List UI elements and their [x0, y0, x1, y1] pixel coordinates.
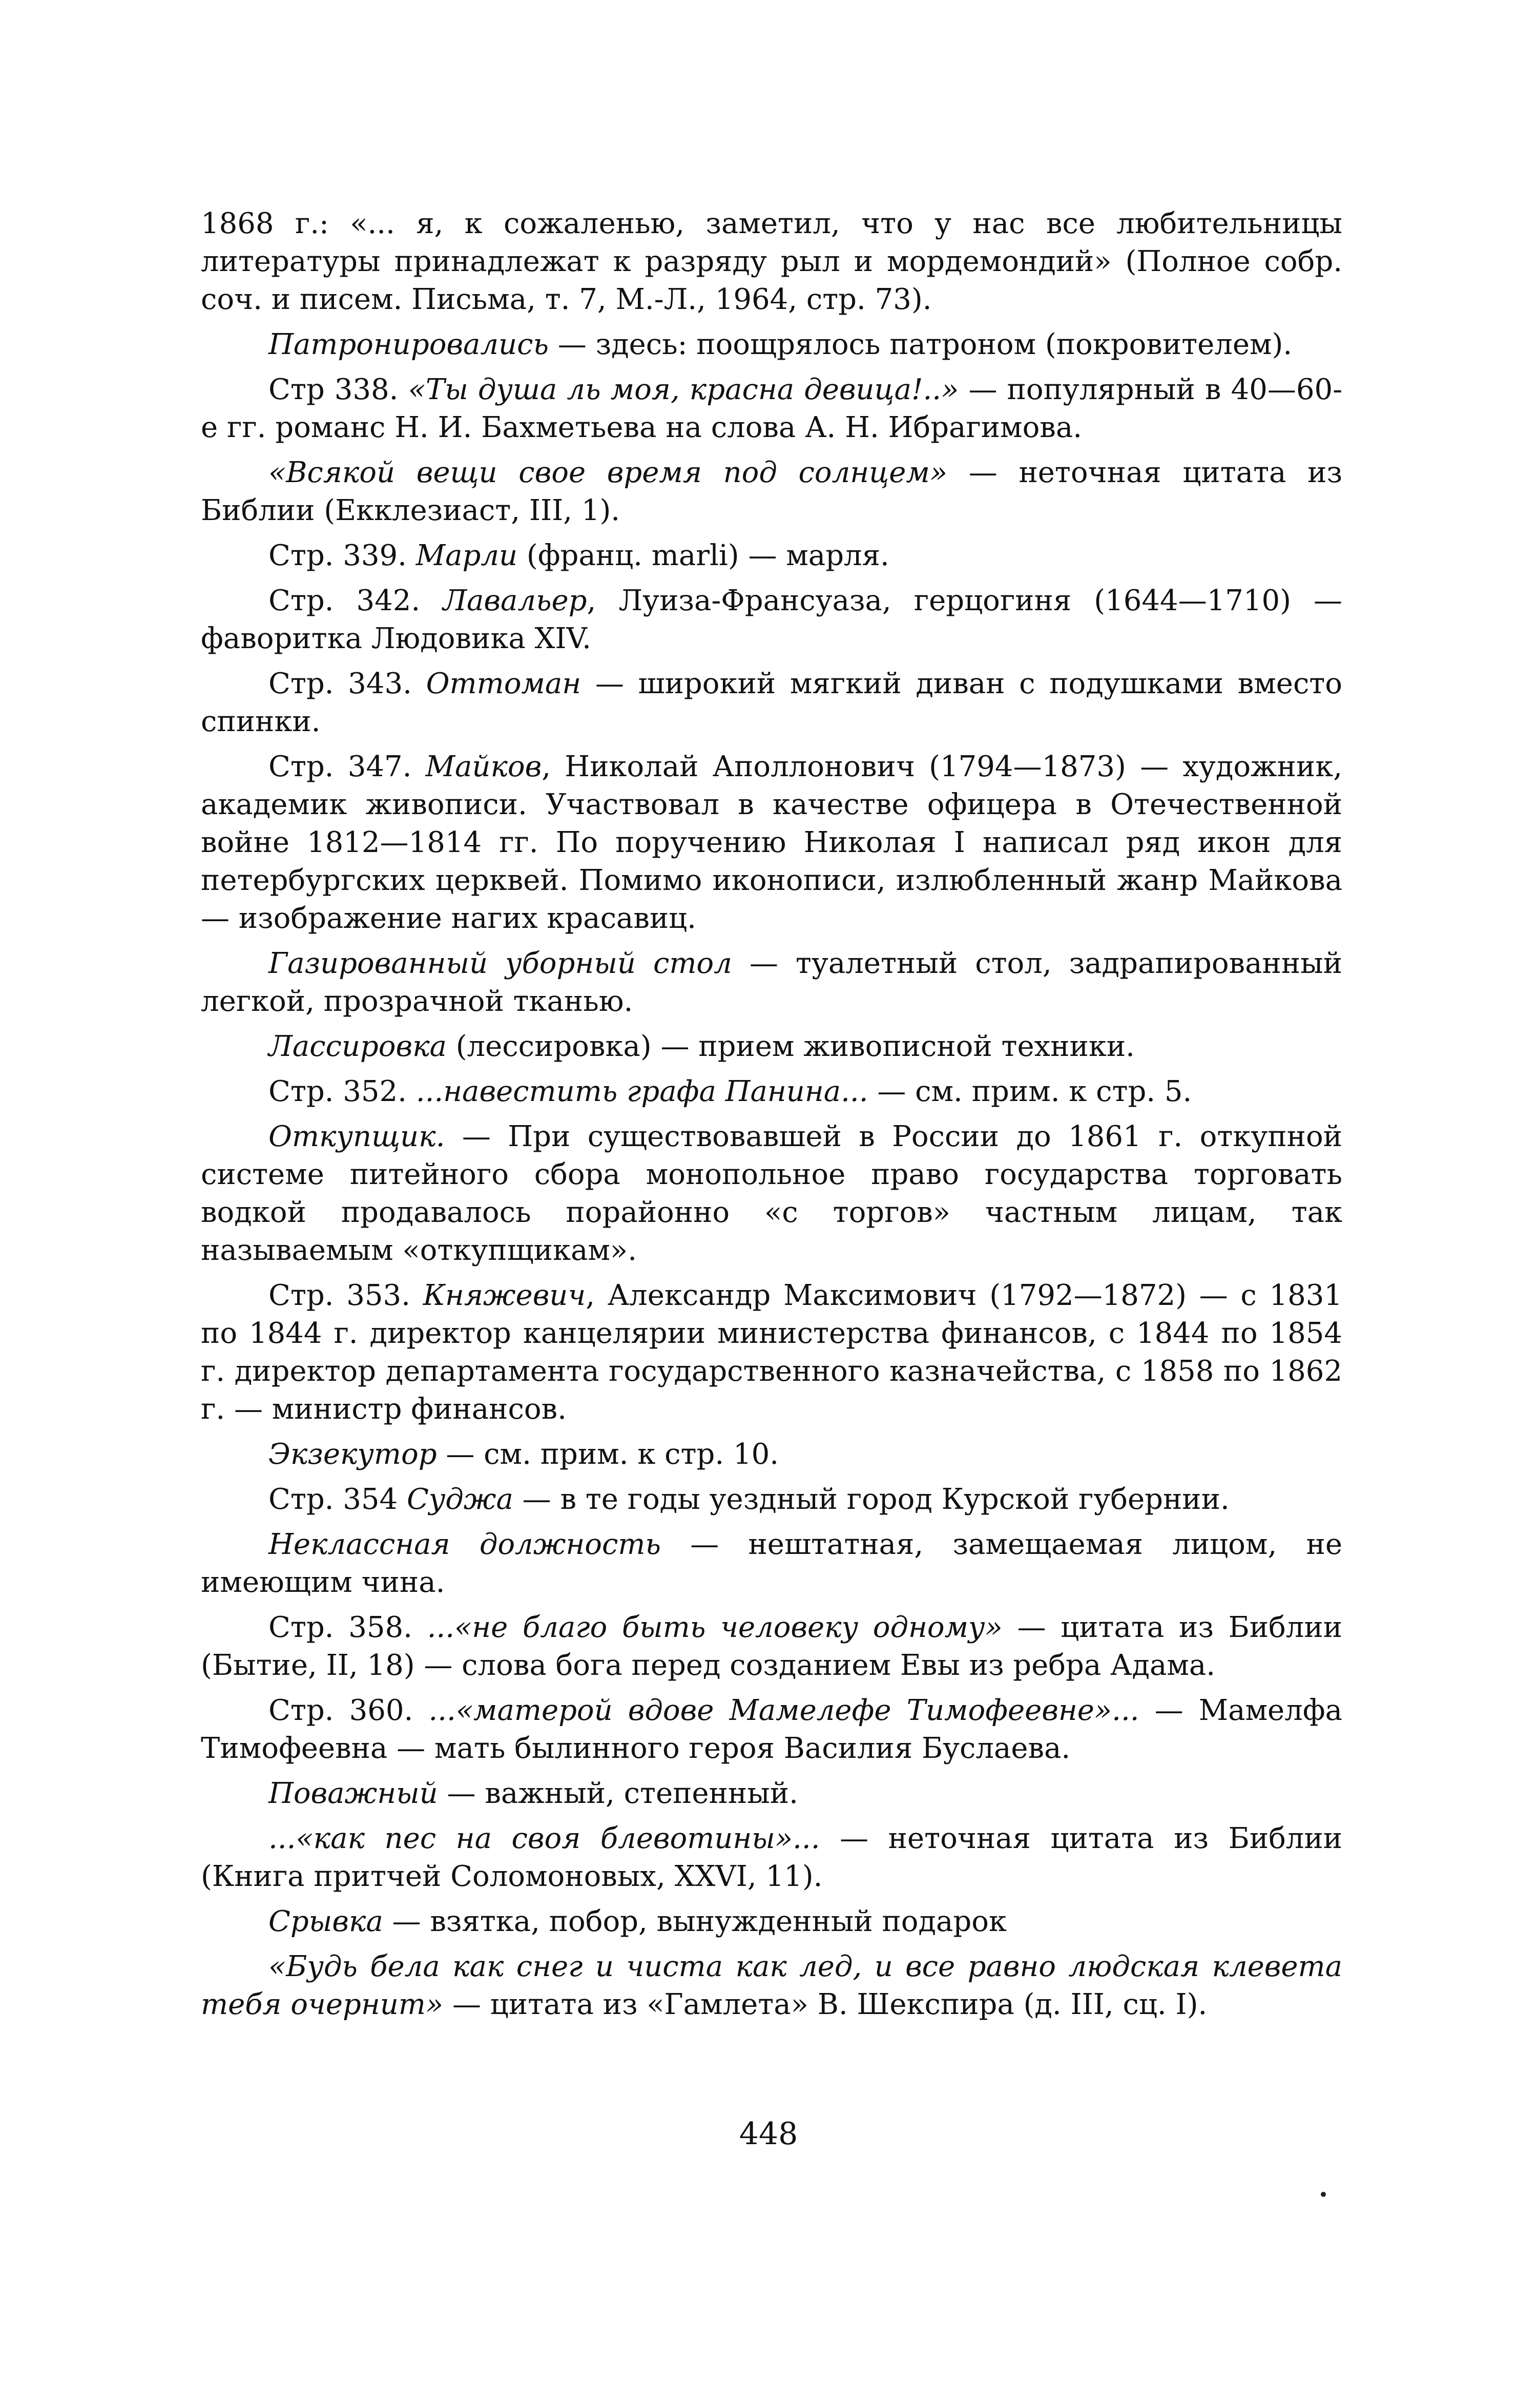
note-text: — Мамелфа Тимофеевна — мать былинного героя Василия Буслаева.	[201, 1694, 1342, 1765]
note-text: — здесь: поощрялось патроном (покровителем).	[548, 328, 1293, 361]
note-term: Майков	[425, 750, 542, 783]
note-text: — цитата из Библии (Бытие, II, 18) — слова бога перед созданием Евы из ребра Адама.	[201, 1611, 1342, 1682]
note-text: — важный, степенный.	[438, 1777, 798, 1810]
page-reference: Стр. 343.	[268, 667, 426, 700]
note-paragraph	[201, 1609, 1342, 1685]
note-paragraph	[201, 1118, 1342, 1270]
note-term: «Ты душа ль моя, красна девица!..»	[408, 373, 959, 406]
note-paragraph	[201, 205, 1342, 319]
note-paragraph	[201, 326, 1342, 364]
note-text: — неточная цитата из Библии (Екклезиаст, III, 1).	[201, 456, 1342, 527]
note-text: , Николай Аполлонович (1794—1873) — художник, академик живописи. Участвовал в качестве офицера в Отечественной войне 1812—1814 гг. По поручению Николая I написал ряд икон для петербургских церквей. Помимо иконописи, излюбленный жанр Майкова — изображение нагих красавиц.	[201, 750, 1343, 935]
note-text: , Александр Максимович (1792—1872) — с 1831 по 1844 г. директор канцелярии министерства финансов, с 1844 по 1854 г. директор департамента государственного казначейства, с 1858 по 1862 г. — министр финансов.	[201, 1279, 1342, 1426]
note-paragraph	[201, 1775, 1342, 1813]
note-paragraph	[201, 454, 1342, 530]
note-term: ...«матерой вдове Мамелефе Тимофеевне»...	[428, 1694, 1139, 1727]
note-term: Княжевич	[423, 1279, 586, 1312]
note-paragraph	[201, 1692, 1342, 1768]
note-term: Лассировка	[268, 1030, 447, 1063]
note-text: — популярный в 40—60-е гг. романс Н. И. Бахметьева на слова А. Н. Ибрагимова.	[201, 373, 1343, 444]
note-paragraph	[201, 1028, 1342, 1066]
print-speck	[1321, 2192, 1326, 2197]
note-text: — При существовавшей в России до 1861 г. откупной системе питейного сбора монопольное право государства торговать водкой продавалось порайонно «с торгов» частным лицам, так называемым «откупщикам».	[201, 1120, 1342, 1267]
note-term: Марли	[416, 539, 518, 572]
note-paragraph	[201, 748, 1342, 938]
note-term: Откупщик.	[268, 1120, 445, 1153]
note-term: ...«как пес на своя блевотины»...	[268, 1822, 820, 1855]
note-text: — широкий мягкий диван с подушками вместо спинки.	[201, 667, 1342, 738]
note-term: Оттоман	[426, 667, 581, 700]
note-text: — туалетный стол, задрапированный легкой, прозрачной тканью.	[201, 947, 1343, 1018]
note-text: — в те годы уездный город Курской губернии.	[513, 1483, 1230, 1516]
page-reference: Стр. 342.	[268, 584, 443, 617]
note-paragraph	[201, 1436, 1342, 1473]
note-term: Патронировались	[268, 328, 549, 361]
page-reference: Стр. 353.	[268, 1279, 423, 1312]
note-paragraph	[201, 537, 1342, 575]
page-reference: Стр. 358.	[268, 1611, 427, 1644]
page-reference: Стр. 352.	[268, 1075, 416, 1108]
note-text: — см. прим. к стр. 5.	[868, 1075, 1192, 1108]
note-paragraph	[201, 945, 1342, 1021]
page-reference: Стр. 360.	[268, 1694, 429, 1727]
note-text: — цитата из «Гамлета» В. Шекспира (д. III, сц. I).	[443, 1988, 1208, 2021]
note-term: «Всякой вещи свое время под солнцем»	[268, 456, 948, 489]
note-term: «Будь бела как снег и чиста как лед, и все равно людская клевета тебя очернит»	[201, 1950, 1342, 2021]
note-paragraph	[201, 1073, 1342, 1111]
note-term: Срывка	[268, 1905, 383, 1938]
page-reference: Стр 338.	[268, 373, 408, 406]
note-paragraph	[201, 1277, 1342, 1428]
note-term: Лавальер	[443, 584, 587, 617]
page-reference: Стр. 339.	[268, 539, 416, 572]
note-text: , Луиза-Франсуаза, герцогиня (1644—1710) — фаворитка Людовика XIV.	[201, 584, 1343, 655]
note-text: — взятка, побор, вынужденный подарок	[383, 1905, 1007, 1938]
note-term: Экзекутор	[268, 1438, 437, 1471]
note-term: Газированный уборный стол	[268, 947, 732, 980]
notes-text-block	[201, 205, 1342, 2031]
note-term: Суджа	[406, 1483, 513, 1516]
note-term: ...навестить графа Панина...	[416, 1075, 868, 1108]
note-text: (франц. marli) — марля.	[517, 539, 889, 572]
note-term: Неклассная должность	[268, 1528, 661, 1561]
note-text: 1868 г.: «... я, к сожаленью, заметил, что у нас все любительницы литературы принадлежат к разряду рыл и мордемондий» (Полное собр. соч. и писем. Письма, т. 7, М.-Л., 1964, стр. 73).	[201, 207, 1342, 316]
page-reference: Стр. 347.	[268, 750, 426, 783]
note-text: — неточная цитата из Библии (Книга притчей Соломоновых, XXVI, 11).	[201, 1822, 1343, 1893]
page-reference: Стр. 354	[268, 1483, 407, 1516]
note-paragraph	[201, 1903, 1342, 1941]
note-paragraph	[201, 582, 1342, 658]
note-paragraph	[201, 665, 1342, 741]
note-text: (лессировка) — прием живописной техники.	[446, 1030, 1135, 1063]
note-paragraph	[201, 1526, 1342, 1602]
page-number: 448	[739, 2116, 798, 2152]
note-term: Поважный	[268, 1777, 438, 1810]
note-text: — см. прим. к стр. 10.	[437, 1438, 779, 1471]
note-text: — нештатная, замещаемая лицом, не имеющим чина.	[201, 1528, 1342, 1599]
note-paragraph	[201, 371, 1342, 447]
note-term: ...«не благо быть человеку одному»	[427, 1611, 1003, 1644]
note-paragraph	[201, 1820, 1342, 1896]
note-paragraph	[201, 1948, 1342, 2024]
note-paragraph	[201, 1481, 1342, 1519]
